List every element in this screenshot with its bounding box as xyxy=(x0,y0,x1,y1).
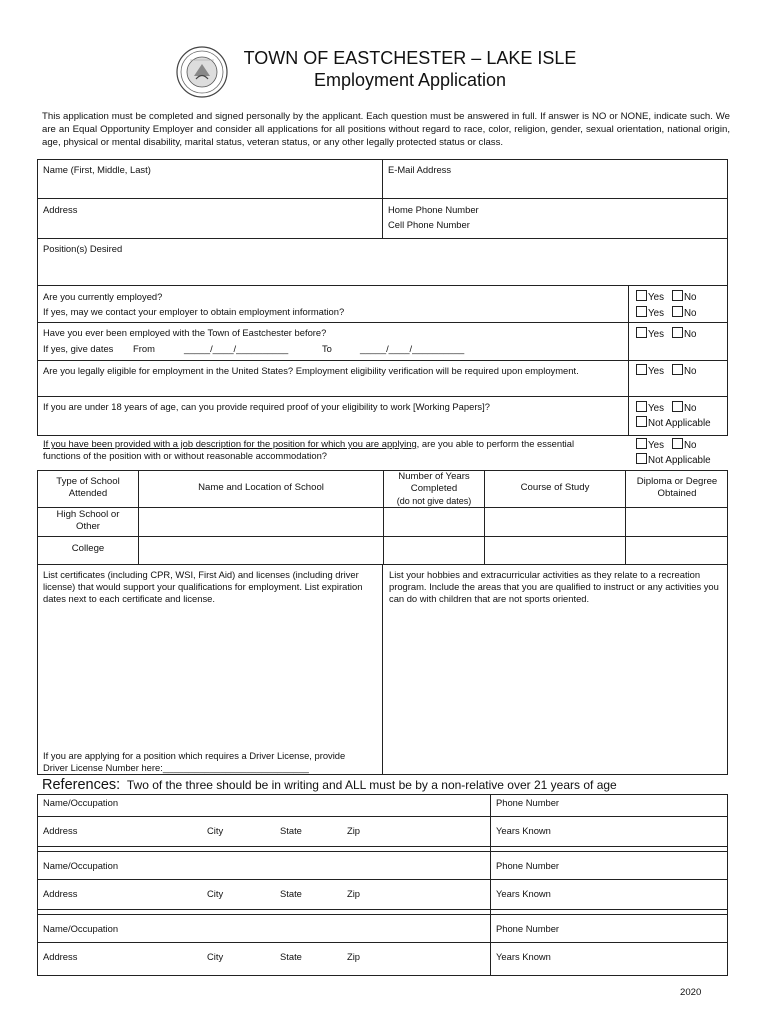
no-label: No xyxy=(683,440,697,451)
form-rule-line xyxy=(37,816,728,817)
references-note: Two of the three should be in writing and ALL must be by a non-relative over 21 years of age xyxy=(126,778,617,792)
yes-label: Yes xyxy=(648,329,664,340)
ref1-name-occupation: Name/Occupation xyxy=(43,797,119,808)
checkbox-before-no[interactable] xyxy=(672,327,683,338)
intro-paragraph: This application must be completed and signed personally by the applicant. Each question must be answered in full. If answer is NO or NONE, indicate such. We are an Equal Opportunity Employer and consider all applications for all positions without regard to race, color, religion, gender, sexual orientation, national origin, age, physical or mental disability, marital status, veteran status, or any other legally protected status or class. xyxy=(42,111,730,148)
ref3-years-known: Years Known xyxy=(496,951,551,962)
form-rule-line xyxy=(490,794,491,976)
na-label: Not Applicable xyxy=(648,455,711,466)
ref1-state: State xyxy=(280,825,302,836)
contact-yes-no-group xyxy=(636,306,697,320)
references-heading-line xyxy=(42,777,617,793)
before-yes-no-group xyxy=(636,327,697,341)
form-rule-line xyxy=(625,470,626,564)
to-date-blank[interactable]: _____/____/__________ xyxy=(360,343,465,354)
question-under-18: If you are under 18 years of age, can you provide required proof of your eligibility to work [Working Papers]? xyxy=(43,401,490,412)
form-rule-line xyxy=(37,564,38,774)
eligible-yes-no-group xyxy=(636,364,697,378)
no-label: No xyxy=(683,292,697,303)
jobdesc-yes-no-group xyxy=(636,438,697,452)
form-rule-line xyxy=(37,846,728,847)
yes-label: Yes xyxy=(648,403,664,414)
question-employed-before: Have you ever been employed with the Town of Eastchester before? xyxy=(43,327,327,338)
ref2-zip: Zip xyxy=(347,888,361,899)
checkbox-contact-no[interactable] xyxy=(672,306,683,317)
checkbox-jobdesc-no[interactable] xyxy=(672,438,683,449)
school-col-type: Type of School Attended xyxy=(56,476,120,499)
question-contact-employer: If yes, may we contact your employer to obtain employment information? xyxy=(43,306,345,317)
form-rule-line xyxy=(37,914,728,915)
no-label: No xyxy=(683,366,697,377)
form-rule-line xyxy=(727,159,728,436)
ref2-name-occupation: Name/Occupation xyxy=(43,860,119,871)
positions-field-label: Position(s) Desired xyxy=(43,243,123,254)
school-col-years-note: (do not give dates) xyxy=(396,496,472,506)
give-dates-label: If yes, give dates xyxy=(43,343,114,354)
driver-license-number-field[interactable]: Driver License Number here:____________________________ xyxy=(43,762,309,773)
ref1-address: Address xyxy=(43,825,78,836)
certificates-instructions: List certificates (including CPR, WSI, First Aid) and licenses (including driver license) that would support your qualifications for employment. List expiration dates next to each certificate and license. xyxy=(43,569,363,604)
ref1-zip: Zip xyxy=(347,825,361,836)
form-rule-line xyxy=(383,470,384,564)
checkbox-under18-na[interactable] xyxy=(636,416,647,427)
checkbox-eligible-yes[interactable] xyxy=(636,364,647,375)
school-col-diploma: Diploma or Degree Obtained xyxy=(636,476,718,499)
school-col-years: Number of Years Completed xyxy=(398,471,470,494)
form-rule-line xyxy=(37,975,728,976)
no-label: No xyxy=(683,403,697,414)
form-rule-line xyxy=(37,794,728,795)
job-description-underlined: If you have been provided with a job description for the position for which you are applying xyxy=(43,438,417,449)
form-rule-line xyxy=(484,470,485,564)
form-rule-line xyxy=(37,507,728,508)
yes-label: Yes xyxy=(648,366,664,377)
checkbox-under18-no[interactable] xyxy=(672,401,683,412)
ref3-phone: Phone Number xyxy=(496,923,560,934)
checkbox-jobdesc-yes[interactable] xyxy=(636,438,647,449)
form-rule-line xyxy=(727,564,728,774)
from-date-blank[interactable]: _____/____/__________ xyxy=(184,343,289,354)
to-label: To xyxy=(322,343,332,354)
checkbox-before-yes[interactable] xyxy=(636,327,647,338)
no-label: No xyxy=(683,329,697,340)
question-job-description xyxy=(43,438,574,450)
checkbox-eligible-no[interactable] xyxy=(672,364,683,375)
ref2-state: State xyxy=(280,888,302,899)
form-rule-line xyxy=(37,238,728,239)
ref2-address: Address xyxy=(43,888,78,899)
form-rule-line xyxy=(382,564,383,774)
checkbox-under18-yes[interactable] xyxy=(636,401,647,412)
ref3-address: Address xyxy=(43,951,78,962)
page-subtitle: Employment Application xyxy=(313,70,507,90)
question-currently-employed: Are you currently employed? xyxy=(43,291,163,302)
ref1-city: City xyxy=(207,825,224,836)
checkbox-jobdesc-na[interactable] xyxy=(636,453,647,464)
form-rule-line xyxy=(37,435,728,436)
form-rule-line xyxy=(37,794,38,976)
ref2-city: City xyxy=(207,888,224,899)
form-rule-line xyxy=(37,774,728,775)
name-field-label: Name (First, Middle, Last) xyxy=(43,164,151,175)
yes-label: Yes xyxy=(648,440,664,451)
yes-label: Yes xyxy=(648,292,664,303)
under18-na-group xyxy=(636,416,711,430)
ref3-state: State xyxy=(280,951,302,962)
ref1-phone: Phone Number xyxy=(496,797,560,808)
form-rule-line xyxy=(37,285,728,286)
ref2-years-known: Years Known xyxy=(496,888,551,899)
cell-phone-field-label: Cell Phone Number xyxy=(388,219,470,230)
employed-yes-no-group xyxy=(636,290,697,304)
form-rule-line xyxy=(37,396,728,397)
school-row-college: College xyxy=(71,543,105,554)
under18-yes-no-group xyxy=(636,401,697,415)
school-col-name: Name and Location of School xyxy=(198,482,324,493)
form-rule-line xyxy=(37,159,38,436)
job-description-rest: , are you able to perform the essential xyxy=(416,438,575,449)
form-rule-line xyxy=(37,470,38,564)
form-rule-line xyxy=(37,536,728,537)
from-label: From xyxy=(133,343,155,354)
yes-label: Yes xyxy=(648,308,664,319)
references-heading: References: xyxy=(42,777,121,793)
checkbox-contact-yes[interactable] xyxy=(636,306,647,317)
school-col-course: Course of Study xyxy=(520,482,590,493)
form-year: 2020 xyxy=(680,987,702,998)
ref3-city: City xyxy=(207,951,224,962)
email-field-label: E-Mail Address xyxy=(388,164,452,175)
form-rule-line xyxy=(727,794,728,976)
ref3-zip: Zip xyxy=(347,951,361,962)
ref3-name-occupation: Name/Occupation xyxy=(43,923,119,934)
address-field-label: Address xyxy=(43,204,78,215)
question-legally-eligible: Are you legally eligible for employment in the United States? Employment eligibility verification will be required upon employment. xyxy=(43,365,579,376)
jobdesc-na-group xyxy=(636,453,711,467)
form-rule-line xyxy=(37,851,728,852)
ref1-years-known: Years Known xyxy=(496,825,551,836)
na-label: Not Applicable xyxy=(648,418,711,429)
form-rule-line xyxy=(37,909,728,910)
driver-license-instructions: If you are applying for a position which requires a Driver License, provide xyxy=(43,750,346,761)
form-rule-line xyxy=(37,879,728,880)
hobbies-instructions: List your hobbies and extracurricular activities as they relate to a recreation program. Include the areas that you are qualified to instruct or any activities you can do with children that are not sports oriented. xyxy=(389,569,719,604)
form-rule-line xyxy=(37,360,728,361)
form-rule-line xyxy=(138,470,139,564)
checkbox-employed-no[interactable] xyxy=(672,290,683,301)
form-rule-line xyxy=(727,470,728,564)
form-rule-line xyxy=(37,198,728,199)
school-row-high-school: High School or Other xyxy=(56,509,120,532)
form-rule-line xyxy=(37,322,728,323)
checkbox-employed-yes[interactable] xyxy=(636,290,647,301)
page-title: TOWN OF EASTCHESTER – LAKE ISLE xyxy=(243,48,577,68)
home-phone-field-label: Home Phone Number xyxy=(388,204,479,215)
no-label: No xyxy=(683,308,697,319)
form-rule-line xyxy=(37,942,728,943)
question-job-description-line2: functions of the position with or without reasonable accommodation? xyxy=(43,450,328,461)
ref2-phone: Phone Number xyxy=(496,860,560,871)
